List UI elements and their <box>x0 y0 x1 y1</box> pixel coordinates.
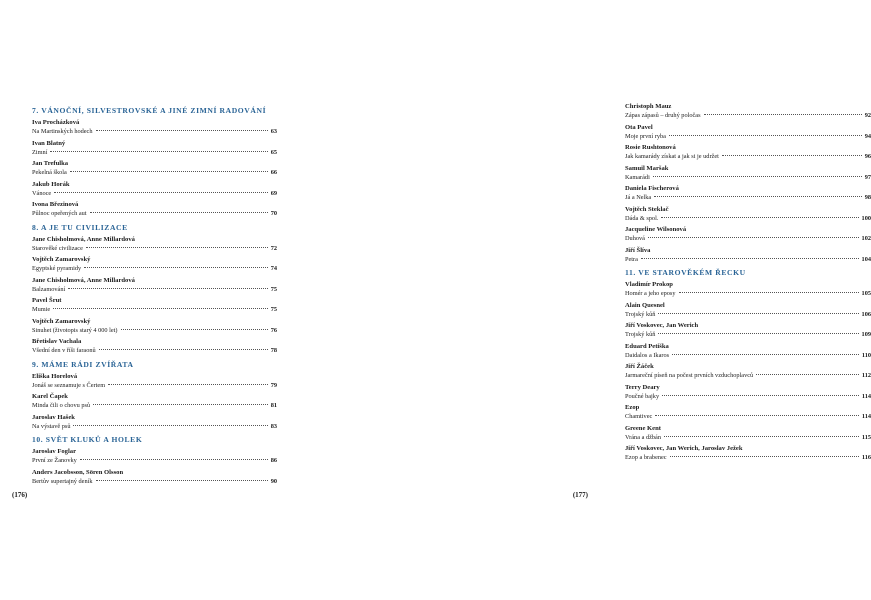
entry-author: Pavel Šrut <box>32 297 62 304</box>
entry-line <box>32 168 277 178</box>
entry-author: Jiří Šlíva <box>625 246 651 254</box>
dot-leader <box>664 436 859 437</box>
toc-entry <box>625 301 871 320</box>
entry-line <box>625 132 871 142</box>
entry-title: Ezop a brabenec <box>625 454 667 461</box>
entry-line <box>32 381 277 391</box>
dot-leader <box>54 192 267 193</box>
entry-line <box>625 152 871 162</box>
entry-line <box>625 433 871 443</box>
dot-leader <box>654 196 861 197</box>
entry-author: Samuil Maršak <box>625 164 669 172</box>
dot-leader <box>648 237 859 238</box>
entry-title: Starověké civilizace <box>32 244 83 252</box>
entry-title: Jarmareční píseň na počest prvních vzduchoplavců <box>625 372 754 379</box>
dot-leader <box>641 258 859 259</box>
entry-author: Christoph Mauz <box>625 103 672 110</box>
dot-leader <box>86 247 268 248</box>
toc-entry <box>32 468 277 487</box>
section-heading: 9. MÁME RÁDI ZVÍŘATA <box>32 359 134 369</box>
entry-line <box>32 244 277 254</box>
entry-author: Rosie Rushtonová <box>625 144 676 151</box>
toc-entry <box>625 444 871 463</box>
dot-leader <box>96 130 268 131</box>
dot-leader <box>722 155 862 156</box>
entry-author: Vojtěch Zamarovský <box>32 317 91 325</box>
entry-title: Zimní <box>32 148 48 156</box>
dot-leader <box>84 267 268 268</box>
entry-title: Egyptské pyramidy <box>32 265 82 272</box>
entry-page-number: 92 <box>864 112 871 119</box>
entry-line <box>32 209 277 219</box>
dot-leader <box>679 292 859 293</box>
entry-page-number: 72 <box>270 244 277 252</box>
dot-leader <box>661 217 858 218</box>
dot-leader <box>90 212 268 213</box>
dot-leader <box>658 333 858 334</box>
entry-title: Pekelná škola <box>32 169 67 176</box>
left-toc-column <box>32 102 277 488</box>
entry-line <box>32 189 277 199</box>
toc-entry <box>32 276 277 295</box>
entry-line <box>625 173 871 183</box>
dot-leader <box>672 354 859 355</box>
entry-author: Jiří Voskovec, Jan Werich, Jaroslav Ježek <box>625 445 743 452</box>
entry-author: Greene Kent <box>625 424 661 432</box>
entry-title: Bertův supertajný deník <box>32 477 93 485</box>
entry-title: Půlnoc opeřených aut <box>32 210 87 217</box>
entry-author: Anders Jacobsson, Sören Olsson <box>32 468 124 476</box>
toc-entry <box>32 200 277 219</box>
entry-line <box>625 392 871 402</box>
entry-line <box>625 412 871 422</box>
entry-title: Minda čili o chovu psů <box>32 402 91 409</box>
entry-line <box>32 148 277 158</box>
entry-title: Vrána a džbán <box>625 433 661 441</box>
toc-entry <box>625 184 871 203</box>
entry-title: Kamarádi <box>625 173 650 181</box>
entry-line <box>32 264 277 274</box>
entry-title: Na Martinských hodech <box>32 128 93 135</box>
entry-page-number: 114 <box>861 392 871 400</box>
dot-leader <box>50 151 267 152</box>
entry-title: Homér a jeho eposy <box>625 290 676 297</box>
entry-page-number: 98 <box>864 194 871 201</box>
dot-leader <box>80 459 268 460</box>
section-heading: 8. A JE TU CIVILIZACE <box>32 222 128 232</box>
entry-author: Vladimír Prokop <box>625 281 673 288</box>
entry-page-number: 94 <box>864 132 871 140</box>
entry-author: Daniela Fischerová <box>625 185 679 192</box>
entry-author: Eduard Petiška <box>625 342 669 350</box>
toc-entry <box>32 296 277 315</box>
entry-line <box>625 371 871 381</box>
toc-entry <box>32 447 277 466</box>
entry-author: Jane Chisholmová, Anne Millardová <box>32 235 135 243</box>
dot-leader <box>669 135 862 136</box>
entry-title: Trojský kůň <box>625 310 656 318</box>
entry-title: První ze Žanovky <box>32 457 77 464</box>
dot-leader <box>653 176 862 177</box>
entry-page-number: 100 <box>861 214 871 222</box>
dot-leader <box>670 456 859 457</box>
section-heading: 11. VE STAROVĚKÉM ŘECKU <box>625 268 746 277</box>
toc-entry <box>625 123 871 142</box>
entry-title: Petra <box>625 255 638 263</box>
left-page-number: (176) <box>12 491 28 499</box>
toc-entry <box>625 246 871 265</box>
entry-title: Balzamování <box>32 285 66 293</box>
dot-leader <box>70 171 268 172</box>
entry-page-number: 96 <box>864 153 871 160</box>
toc-entry <box>625 383 871 402</box>
entry-line <box>625 453 871 463</box>
toc-entry <box>625 424 871 443</box>
entry-page-number: 63 <box>270 128 277 135</box>
entry-page-number: 86 <box>270 457 277 464</box>
entry-author: Terry Deary <box>625 383 660 391</box>
entry-author: Iva Procházková <box>32 119 80 126</box>
dot-leader <box>108 384 268 385</box>
entry-title: Na výstavě psů <box>32 422 71 430</box>
dot-leader <box>53 308 268 309</box>
entry-title: Trojský kůň <box>625 331 656 338</box>
section-heading: 7. VÁNOČNÍ, SILVESTROVSKÉ A JINÉ ZIMNÍ RADOVÁNÍ <box>32 106 267 115</box>
toc-entry <box>32 372 277 391</box>
dot-leader <box>93 404 268 405</box>
entry-page-number: 114 <box>861 413 871 420</box>
entry-page-number: 66 <box>270 169 277 176</box>
entry-page-number: 104 <box>861 255 871 263</box>
entry-page-number: 116 <box>861 454 871 461</box>
entry-page-number: 76 <box>270 326 277 334</box>
entry-title: Sinuhet (životopis starý 4 000 let) <box>32 326 118 334</box>
toc-entry <box>32 235 277 254</box>
right-toc-column <box>625 102 871 465</box>
dot-leader <box>704 114 862 115</box>
toc-entry <box>32 159 277 178</box>
entry-line <box>32 285 277 295</box>
dot-leader <box>99 349 268 350</box>
entry-title: Poučné bajky <box>625 392 660 400</box>
entry-title: Všední den v říši faraonů <box>32 347 96 354</box>
entry-page-number: 81 <box>270 402 277 409</box>
entry-title: Jonáš se seznamuje s Čertem <box>32 381 106 389</box>
entry-page-number: 102 <box>861 235 871 242</box>
toc-entry <box>625 102 871 121</box>
entry-title: Zápas zápasů – druhý poločas <box>625 112 701 119</box>
dot-leader <box>756 374 859 375</box>
dot-leader <box>658 313 858 314</box>
entry-line <box>32 456 277 466</box>
entry-line <box>32 477 277 487</box>
entry-page-number: 83 <box>270 422 277 430</box>
toc-entry <box>625 342 871 361</box>
dot-leader <box>68 288 267 289</box>
entry-title: Daidalos a Ikaros <box>625 351 670 359</box>
toc-entry <box>625 164 871 183</box>
entry-author: Vojtěch Steklač <box>625 205 669 213</box>
toc-entry <box>625 225 871 244</box>
entry-author: Ivona Březinová <box>32 201 79 208</box>
toc-entry <box>32 180 277 199</box>
entry-line <box>625 351 871 361</box>
toc-entry <box>625 143 871 162</box>
entry-author: Jane Chisholmová, Anne Millardová <box>32 276 135 284</box>
entry-page-number: 79 <box>270 381 277 389</box>
entry-title: Jak kamarády získat a jak si je udržet <box>625 153 719 160</box>
entry-line <box>32 305 277 315</box>
toc-entry <box>32 139 277 158</box>
entry-line <box>32 422 277 432</box>
entry-line <box>625 214 871 224</box>
entry-line <box>32 326 277 336</box>
toc-entry <box>32 337 277 356</box>
entry-line <box>32 401 277 411</box>
entry-page-number: 112 <box>861 372 871 379</box>
entry-author: Jiří Voskovec, Jan Werich <box>625 322 699 329</box>
entry-page-number: 105 <box>861 290 871 297</box>
dot-leader <box>73 425 267 426</box>
entry-author: Alain Quesnel <box>625 301 665 309</box>
toc-entry <box>625 403 871 422</box>
entry-author: Břetislav Vachala <box>32 338 82 345</box>
entry-page-number: 65 <box>270 148 277 156</box>
dot-leader <box>96 480 268 481</box>
toc-entry <box>32 255 277 274</box>
right-page-number: (177) <box>572 491 588 499</box>
entry-author: Ivan Blatný <box>32 139 66 147</box>
left-page <box>0 0 300 600</box>
entry-page-number: 78 <box>270 347 277 354</box>
entry-page-number: 74 <box>270 265 277 272</box>
entry-title: Já a Nelka <box>625 194 652 201</box>
entry-page-number: 90 <box>270 477 277 485</box>
entry-page-number: 106 <box>861 310 871 318</box>
toc-entry <box>625 280 871 299</box>
toc-entry <box>625 205 871 224</box>
entry-title: Duhová <box>625 235 645 242</box>
entry-page-number: 115 <box>861 433 871 441</box>
dot-leader <box>655 415 859 416</box>
entry-page-number: 75 <box>270 285 277 293</box>
entry-author: Vojtěch Zamarovský <box>32 256 91 263</box>
entry-line <box>625 193 871 203</box>
toc-entry <box>32 413 277 432</box>
entry-line <box>625 289 871 299</box>
entry-title: Mumie <box>32 306 51 313</box>
entry-author: Jaroslav Foglar <box>32 448 77 455</box>
entry-author: Jan Trefulka <box>32 160 69 167</box>
entry-page-number: 69 <box>270 189 277 197</box>
entry-line <box>32 346 277 356</box>
entry-author: Jaroslav Hašek <box>32 413 75 421</box>
dot-leader <box>662 395 859 396</box>
entry-page-number: 109 <box>861 331 871 338</box>
entry-title: Chamtivec <box>625 413 653 420</box>
entry-page-number: 110 <box>861 351 871 359</box>
entry-title: Moje první ryba <box>625 132 666 140</box>
entry-line <box>625 255 871 265</box>
entry-author: Karel Čapek <box>32 393 68 400</box>
entry-author: Eliška Horelová <box>32 372 78 380</box>
entry-title: Dáda & spol. <box>625 214 659 222</box>
entry-author: Jacqueline Wilsonová <box>625 226 687 233</box>
section-heading: 10. SVĚT KLUKŮ A HOLEK <box>32 435 143 444</box>
dot-leader <box>121 329 268 330</box>
entry-title: Vánoce <box>32 189 52 197</box>
entry-line <box>625 330 871 340</box>
entry-page-number: 97 <box>864 173 871 181</box>
toc-entry <box>625 362 871 381</box>
toc-entry <box>32 317 277 336</box>
entry-author: Ota Pavel <box>625 123 653 131</box>
toc-entry <box>32 392 277 411</box>
entry-line <box>625 111 871 121</box>
entry-line <box>625 234 871 244</box>
entry-page-number: 70 <box>270 210 277 217</box>
toc-entry <box>625 321 871 340</box>
toc-entry <box>32 118 277 137</box>
right-page <box>300 0 871 600</box>
entry-author: Jakub Horák <box>32 180 70 188</box>
entry-author: Ezop <box>625 404 640 411</box>
entry-line <box>625 310 871 320</box>
entry-page-number: 75 <box>270 306 277 313</box>
entry-author: Jiří Žáček <box>625 363 654 370</box>
entry-line <box>32 127 277 137</box>
